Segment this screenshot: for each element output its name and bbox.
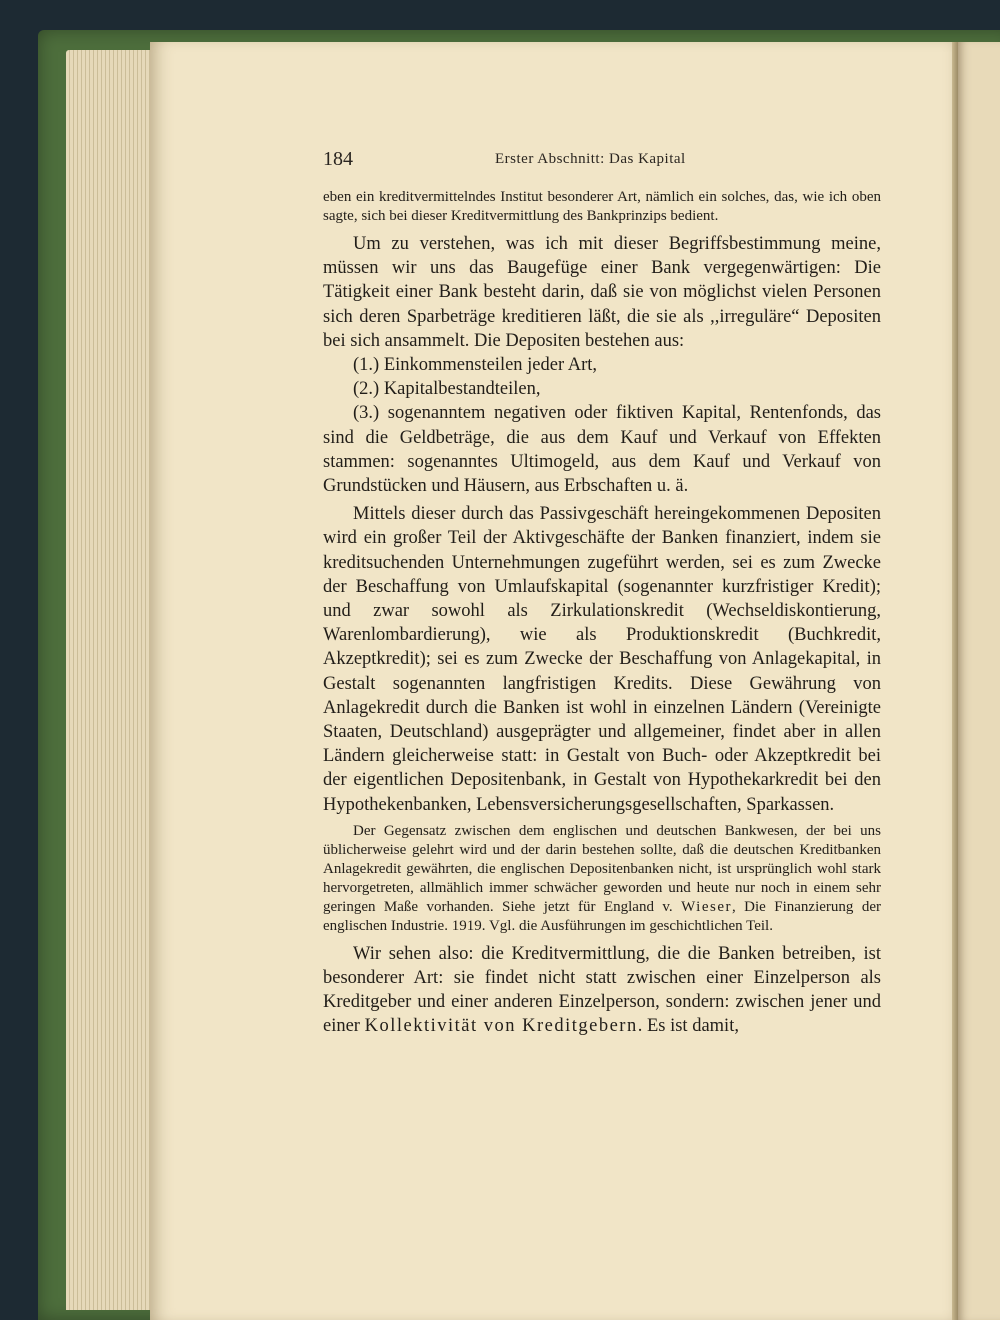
author-name: Wieser xyxy=(681,898,732,915)
small-paragraph xyxy=(323,822,881,936)
text-run: Wir sehen also: die Kreditvermittlung, die die Banken betreiben, ist besonderer Art: sie findet nicht statt zwischen einer Einzelperson als Kreditgeber und einer anderen Einzelperson, sondern: zwischen jener und einer xyxy=(323,943,881,1037)
text-run: . Es ist damit, xyxy=(637,1016,739,1037)
paragraph-continuation: eben ein kreditvermittelndes Institut besonderer Art, nämlich ein solches, das, wie ich oben sagte, sich bei dieser Kreditvermittlung des Bankprinzips bedient. xyxy=(323,189,881,224)
emphasized-phrase: Kollektivität von Kreditgebern xyxy=(364,1016,638,1037)
list-item: (3.) sogenanntem negativen oder fiktiven Kapital, Rentenfonds, das sind die Geldbeträge, die aus dem Kauf und Verkauf von Effekten stammen: sogenanntes Ultimogeld, aus dem Kauf und Verkauf von Grundstücken und Häusern, aus Erbschaften u. ä. xyxy=(323,403,881,497)
facing-page-edge xyxy=(958,42,1000,1320)
running-head: Erster Abschnitt: Das Kapital xyxy=(495,151,686,167)
page-text xyxy=(323,188,881,1039)
page-number: 184 xyxy=(323,148,353,170)
text-run: Der Gegensatz zwischen dem englischen und deutschen Bankwesen, der bei uns üblicherweise gelehrt wird und der darin bestehen sollte, daß die deutschen Kreditbanken Anlagekredit gewährten, die englischen Depositenbanken nicht, ist ursprünglich wohl stark hervorgetreten, allmählich immer schwächer geworden und heute nur noch in einem sehr geringen Maße vorhanden. Siehe jetzt für England v. xyxy=(323,822,881,915)
paragraph: Um zu verstehen, was ich mit dieser Begriffsbestimmung meine, müssen wir uns das Baugefüge einer Bank vergegenwärtigen: Die Tätigkeit einer Bank besteht darin, daß sie von möglichst vielen Personen sich deren Sparbeträge kreditieren läßt, die sie als ,,irreguläre“ Depositen bei sich ansammelt. Die Depositen bestehen aus: xyxy=(323,234,881,351)
page-header xyxy=(323,148,883,178)
text-run: , Die Finanzierung der englischen Industrie. 1919. Vgl. die Ausführungen im geschichtlichen Teil. xyxy=(323,898,881,934)
list-item: (1.) Einkommensteilen jeder Art, xyxy=(353,355,598,376)
list-item: (2.) Kapitalbestandteilen, xyxy=(353,379,541,400)
paragraph: Mittels dieser durch das Passivgeschäft hereingekommenen Depositen wird ein großer Teil der Aktivgeschäfte der Banken finanziert, indem sie kreditsuchenden Unternehmungen zugeführt werden, sei es zum Zwecke der Beschaffung von Umlaufskapital (sogenannter kurzfristiger Kredit); und zwar sowohl als Zirkulationskredit (Wechseldiskontierung, Warenlombardierung), wie als Produktionskredit (Buchkredit, Akzeptkredit); sei es zum Zwecke der Beschaffung von Anlagekapital, in Gestalt sogenannten langfristigen Kredits. Diese Gewährung von Anlagekredit durch die Banken ist wohl in einzelnen Ländern (Vereinigte Staaten, Deutschland) ausgeprägter und allgemeiner, findet aber in allen Ländern gleicherweise statt: in Gestalt von Buch- oder Akzeptkredit bei der eigentlichen Depositenbank, in Gestalt von Hypothekarkredit bei den Hypothekenbanken, Lebensversicherungsgesellschaften, Sparkassen. xyxy=(323,504,881,815)
page-edges xyxy=(66,50,156,1310)
paragraph xyxy=(323,942,881,1039)
